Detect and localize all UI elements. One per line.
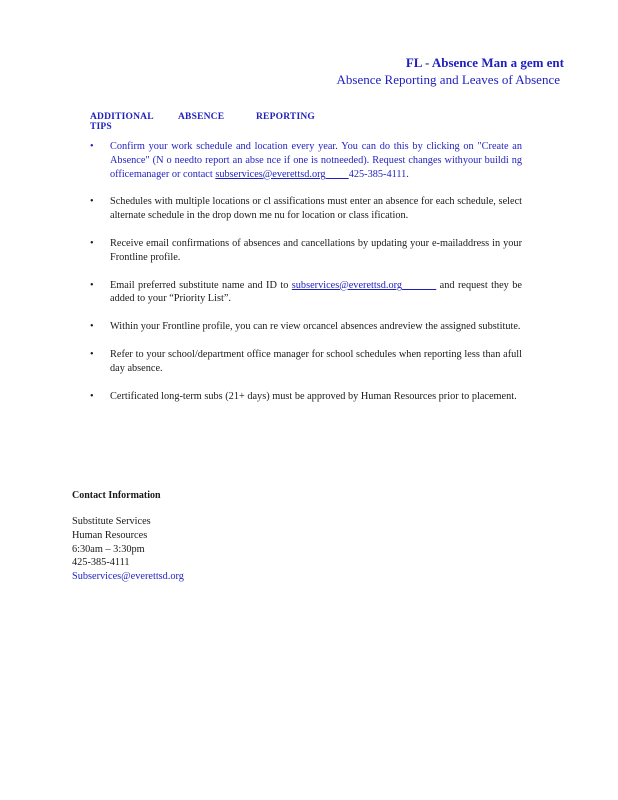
tip-text: Within your Frontline profile, you can re view orcancel absences andreview the assigned substitute. [110, 321, 521, 333]
document-subtitle: Absence Reporting and Leaves of Absence [336, 72, 560, 87]
tip-item [90, 390, 522, 404]
tips-heading-word: TIPS [90, 122, 112, 132]
tips-heading [90, 112, 350, 132]
contact-line: Substitute Services [72, 516, 151, 527]
tip-text: Confirm your work schedule and location every year. You can do this by clicking on "Create an Absence" (N o needto report an abse nce if one is notneeded). Request changes withyour buildi ng officemanager or contact [110, 141, 522, 180]
contact-heading: Contact Information [72, 490, 161, 501]
tip-text: Certificated long-term subs (21+ days) must be approved by Human Resources prior to placement. [110, 390, 517, 402]
bullet-icon: • [90, 279, 94, 291]
tip-item [90, 237, 522, 265]
tip-text-after: and request they be added to your “Priority List”. [110, 279, 522, 305]
tips-heading-word: ABSENCE [178, 112, 225, 122]
bullet-icon: • [90, 348, 94, 360]
contact-hours: 6:30am – 3:30pm [72, 543, 145, 555]
bullet-icon: • [90, 390, 94, 402]
contact-email-link[interactable]: Subservices@everettsd.org [72, 571, 184, 583]
bullet-icon: • [90, 141, 94, 152]
tip-item [90, 320, 522, 334]
tips-heading-word: REPORTING [256, 112, 315, 122]
contact-phone: 425-385-4111 [72, 557, 130, 569]
tip-item [90, 348, 522, 376]
email-link[interactable]: subservices@everettsd.org [215, 168, 326, 180]
document-title: FL - Absence Man a gem ent [405, 55, 564, 70]
bullet-icon: • [90, 196, 94, 208]
tip-text: Refer to your school/department office manager for school schedules when reporting less than afull day absence. [110, 348, 522, 374]
tip-item [90, 140, 522, 181]
tips-list [90, 140, 522, 417]
tip-text: Schedules with multiple locations or cl assifications must enter an absence for each schedule, select alternate schedule in the drop down me nu for location or class ification. [110, 196, 522, 222]
tip-item [90, 279, 522, 307]
bullet-icon: • [90, 321, 94, 333]
contact-line: Human Resources [72, 529, 148, 541]
bullet-icon: • [90, 237, 94, 249]
contact-block [72, 515, 184, 584]
tip-text: Receive email confirmations of absences and cancellations by updating your e-mailaddress in your Frontline profile. [110, 237, 522, 263]
tip-item [90, 195, 522, 223]
tips-heading-word: ADDITIONAL [90, 112, 154, 122]
tip-phone: 425-385-4111. [348, 168, 409, 180]
tip-text: Email preferred substitute name and ID to [110, 279, 289, 291]
email-link[interactable]: subservices@everettsd.org [291, 279, 403, 291]
